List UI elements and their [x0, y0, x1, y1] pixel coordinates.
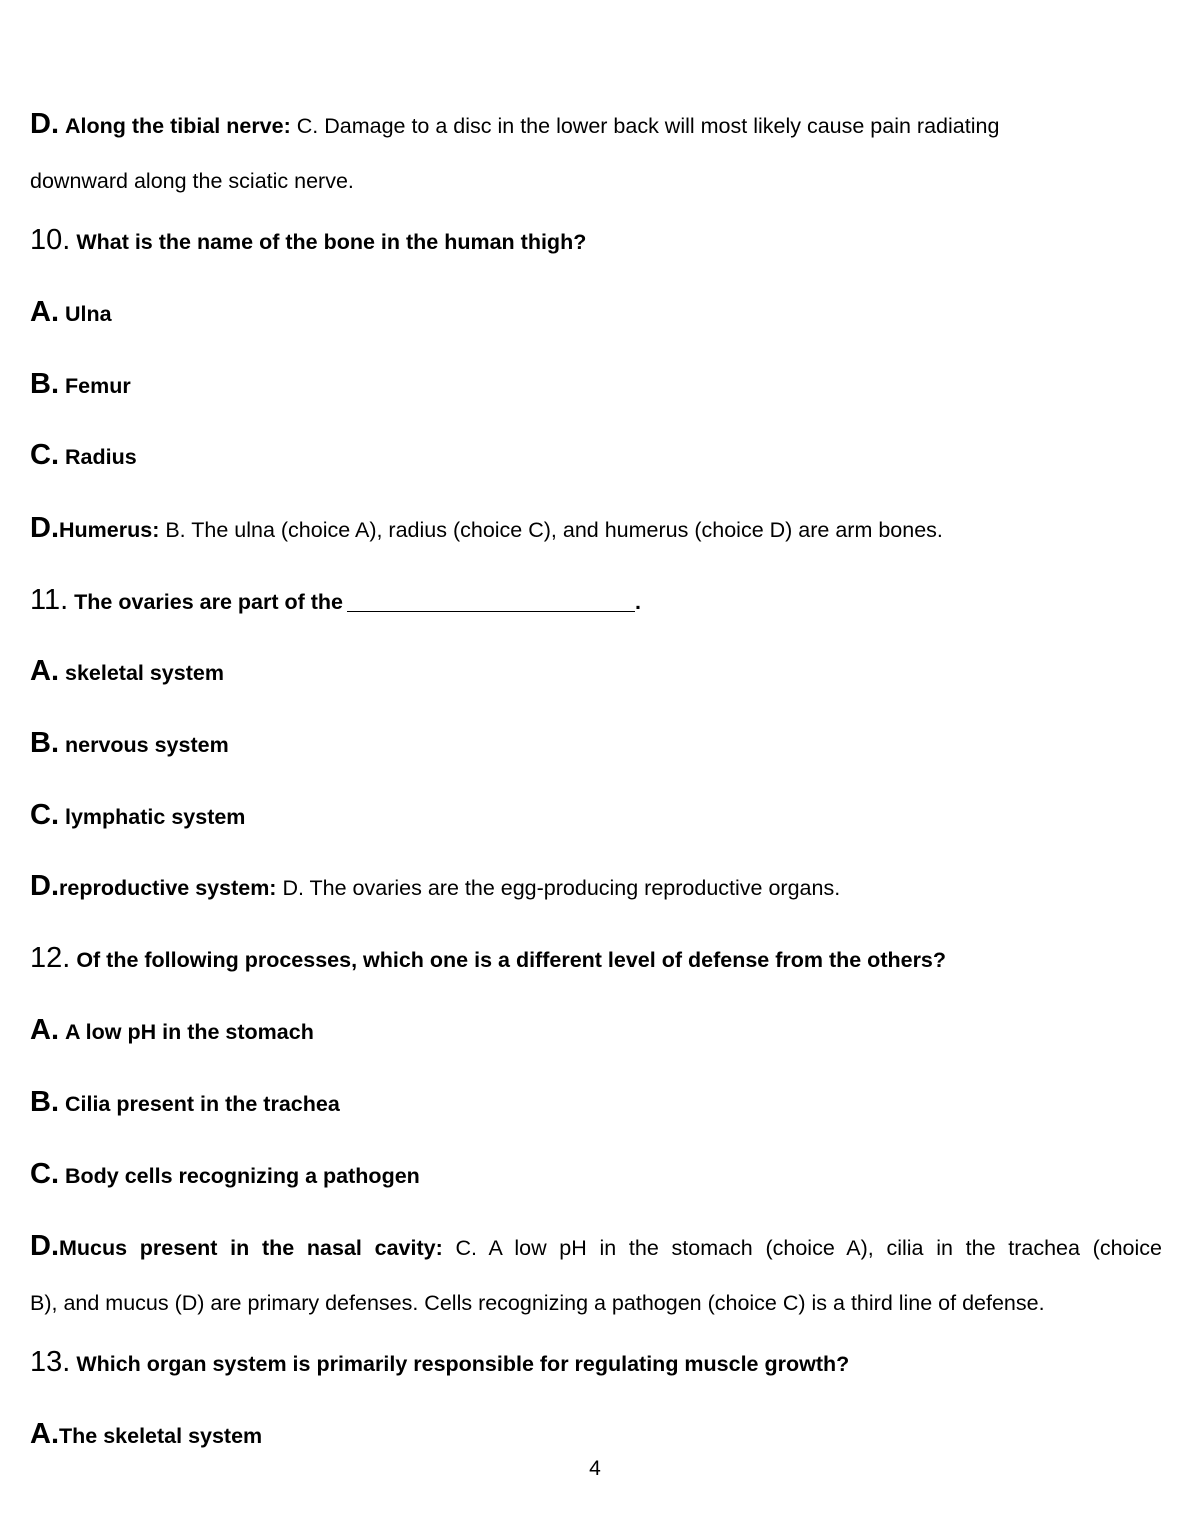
- option-text: Femur: [64, 374, 131, 398]
- option-letter: A.: [30, 1418, 59, 1450]
- option-letter: B.: [30, 368, 59, 400]
- option-text: Body cells recognizing a pathogen: [64, 1164, 420, 1188]
- q11-option-c: [30, 801, 245, 831]
- fill-in-blank: [347, 589, 635, 612]
- option-text: Radius: [64, 445, 137, 469]
- answer-explanation: B. The ulna (choice A), radius (choice C), and humerus (choice D) are arm bones.: [165, 518, 943, 542]
- option-text: Mucus present in the nasal cavity:: [59, 1236, 443, 1260]
- question-text: Of the following processes, which one is a different level of defense from the others?: [76, 948, 947, 972]
- question-10: [30, 226, 586, 256]
- option-text: skeletal system: [64, 661, 224, 685]
- q12-option-d: [30, 1232, 1162, 1262]
- option-letter: D.: [30, 108, 59, 140]
- option-letter: C.: [30, 799, 59, 831]
- q11-option-b: [30, 729, 229, 759]
- option-text: Along the tibial nerve:: [64, 114, 291, 138]
- option-text: lymphatic system: [64, 805, 246, 829]
- q11-option-a: [30, 657, 224, 687]
- option-letter: D.: [30, 1230, 59, 1262]
- answer-explanation-continued: downward along the sciatic nerve.: [30, 169, 354, 193]
- option-letter: A.: [30, 655, 59, 687]
- q9-option-d: [30, 110, 999, 140]
- option-letter: B.: [30, 1086, 59, 1118]
- option-text: Humerus:: [59, 518, 160, 542]
- q11-option-d: [30, 872, 840, 902]
- page-number: 4: [589, 1457, 601, 1480]
- answer-explanation: D. The ovaries are the egg-producing reproductive organs.: [282, 876, 841, 900]
- q12-option-b: [30, 1088, 340, 1118]
- option-text: Cilia present in the trachea: [64, 1092, 340, 1116]
- question-13: [30, 1348, 849, 1378]
- question-end-punct: .: [635, 590, 641, 614]
- q13-option-a: [30, 1420, 262, 1450]
- question-text: The ovaries are part of the: [74, 590, 343, 614]
- question-number: 11.: [30, 584, 69, 616]
- question-12: [30, 944, 946, 974]
- question-text: Which organ system is primarily responsible for regulating muscle growth?: [76, 1352, 850, 1376]
- option-letter: A.: [30, 296, 59, 328]
- option-letter: D.: [30, 870, 59, 902]
- answer-explanation-continued: B), and mucus (D) are primary defenses. Cells recognizing a pathogen (choice C) is a third line of defense.: [30, 1291, 1045, 1315]
- question-11: [30, 586, 641, 616]
- option-letter: B.: [30, 727, 59, 759]
- q10-option-a: [30, 298, 112, 328]
- question-number: 12.: [30, 942, 71, 974]
- option-letter: C.: [30, 439, 59, 471]
- option-text: nervous system: [64, 733, 229, 757]
- q10-option-b: [30, 370, 131, 400]
- answer-explanation: C. Damage to a disc in the lower back will most likely cause pain radiating: [296, 114, 1000, 138]
- option-letter: A.: [30, 1014, 59, 1046]
- q10-option-c: [30, 441, 137, 471]
- q10-option-d: [30, 514, 943, 544]
- question-number: 13.: [30, 1346, 71, 1378]
- option-letter: C.: [30, 1158, 59, 1190]
- answer-explanation: C. A low pH in the stomach (choice A), cilia in the trachea (choice: [455, 1236, 1162, 1260]
- question-text: What is the name of the bone in the human thigh?: [76, 230, 587, 254]
- option-text: A low pH in the stomach: [64, 1020, 314, 1044]
- q12-option-c: [30, 1160, 420, 1190]
- question-number: 10.: [30, 224, 71, 256]
- q12-option-a: [30, 1016, 314, 1046]
- option-text: The skeletal system: [59, 1424, 263, 1448]
- option-text: reproductive system:: [59, 876, 277, 900]
- option-text: Ulna: [64, 302, 112, 326]
- option-letter: D.: [30, 512, 59, 544]
